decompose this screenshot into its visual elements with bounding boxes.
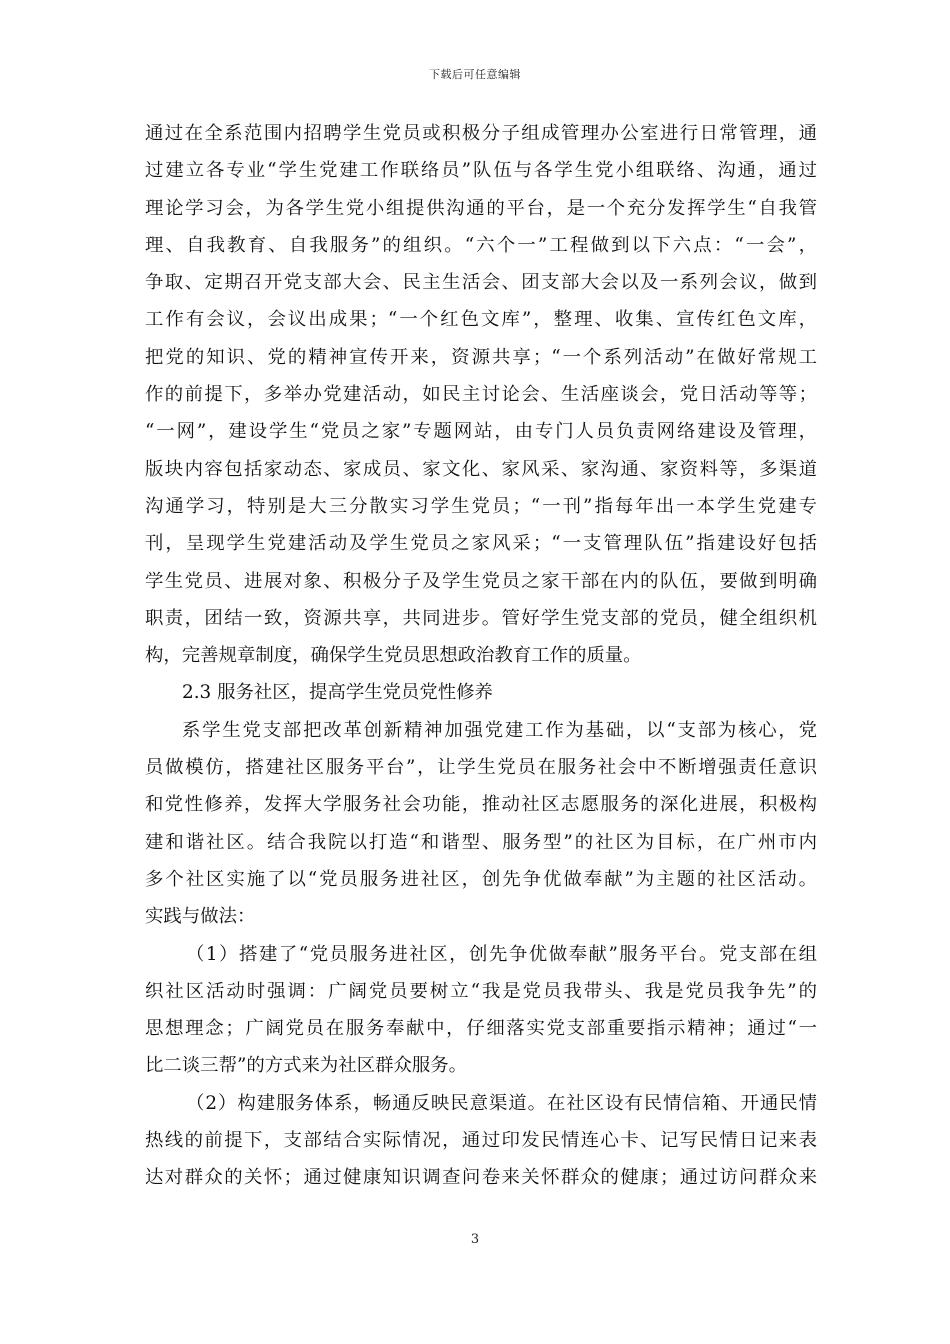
text-line: 把党的知识、党的精神宣传开来，资源共享；“一个系列活动”在做好常规工: [145, 346, 817, 368]
paragraph-2: [145, 712, 817, 936]
text-line: 比二谈三帮”的方式来为社区群众服务。: [145, 1055, 468, 1077]
text-line: 构，完善规章制度，确保学生党员思想政治教育工作的质量。: [145, 645, 642, 667]
text-line: 学生党员、进展对象、积极分子及学生党员之家干部在内的队伍，要做到明确: [145, 570, 817, 592]
text-line: 通过在全系范围内招聘学生党员或积极分子组成管理办公室进行日常管理，通: [145, 123, 817, 144]
text-line: 争取、定期召开党支部大会、民主生活会、团支部大会以及一系列会议，做到: [145, 272, 817, 294]
text-line: 刊，呈现学生党建活动及学生党员之家风采；“一支管理队伍”指建设好包括: [145, 533, 817, 555]
text-line: 版块内容包括家动态、家成员、家文化、家风采、家沟通、家资料等，多渠道: [145, 458, 817, 480]
text-line: 织社区活动时强调：广阔党员要树立“我是党员我带头、我是党员我争先”的: [145, 980, 817, 1002]
section-title: 2.3 服务社区，提高学生党员党性修养: [182, 682, 493, 704]
text-line: 过建立各专业“学生党建工作联络员”队伍与各学生党小组联络、沟通，通过: [145, 160, 817, 182]
text-line: 多个社区实施了以“党员服务进社区，创先争优做奉献”为主题的社区活动。: [145, 868, 817, 890]
page-number: 3: [470, 1232, 480, 1247]
text-line: 理、自我教育、自我服务”的组织。“六个一”工程做到以下六点：“一会”，: [145, 234, 817, 256]
text-line: 沟通学习，特别是大三分散实习学生党员；“一刊”指每年出一本学生党建专: [145, 495, 817, 517]
text-line: 达对群众的关怀；通过健康知识调查问卷来关怀群众的健康；通过访问群众来: [145, 1167, 817, 1189]
text-line: 和党性修养，发挥大学服务社会功能，推动社区志愿服务的深化进展，积极构: [145, 794, 817, 816]
text-line: 实践与做法：: [145, 906, 256, 928]
section-heading: [145, 674, 817, 711]
page-header: 下载后可任意编辑: [429, 68, 521, 81]
document-body: [145, 115, 817, 1197]
text-line: （1）搭建了“党员服务进社区，创先争优做奉献”服务平台。党支部在组: [186, 943, 817, 965]
paragraph-1: [145, 115, 817, 674]
text-line: 系学生党支部把改革创新精神加强党建工作为基础，以“支部为核心，党: [182, 719, 817, 741]
text-line: 作的前提下，多举办党建活动，如民主讨论会、生活座谈会，党日活动等等；: [145, 384, 817, 406]
text-line: 热线的前提下，支部结合实际情况，通过印发民情连心卡、记写民情日记来表: [145, 1130, 817, 1152]
text-line: （2）构建服务体系，畅通反映民意渠道。在社区设有民情信箱、开通民情: [186, 1092, 817, 1114]
paragraph-3: [145, 936, 817, 1085]
text-line: 建和谐社区。结合我院以打造“和谐型、服务型”的社区为目标，在广州市内: [145, 831, 817, 853]
text-line: “一网”，建设学生“党员之家”专题网站，由专门人员负责网络建设及管理，: [145, 421, 817, 443]
text-line: 员做模仿，搭建社区服务平台”，让学生党员在服务社会中不断增强责任意识: [145, 757, 817, 779]
paragraph-4: [145, 1085, 817, 1197]
text-line: 思想理念；广阔党员在服务奉献中，仔细落实党支部重要指示精神；通过“一: [145, 1018, 817, 1040]
text-line: 理论学习会，为各学生党小组提供沟通的平台，是一个充分发挥学生“自我管: [145, 197, 817, 219]
text-line: 工作有会议，会议出成果；“一个红色文库”，整理、收集、宣传红色文库，: [145, 309, 817, 331]
text-line: 职责，团结一致，资源共享，共同进步。管好学生党支部的党员，健全组织机: [145, 607, 817, 629]
